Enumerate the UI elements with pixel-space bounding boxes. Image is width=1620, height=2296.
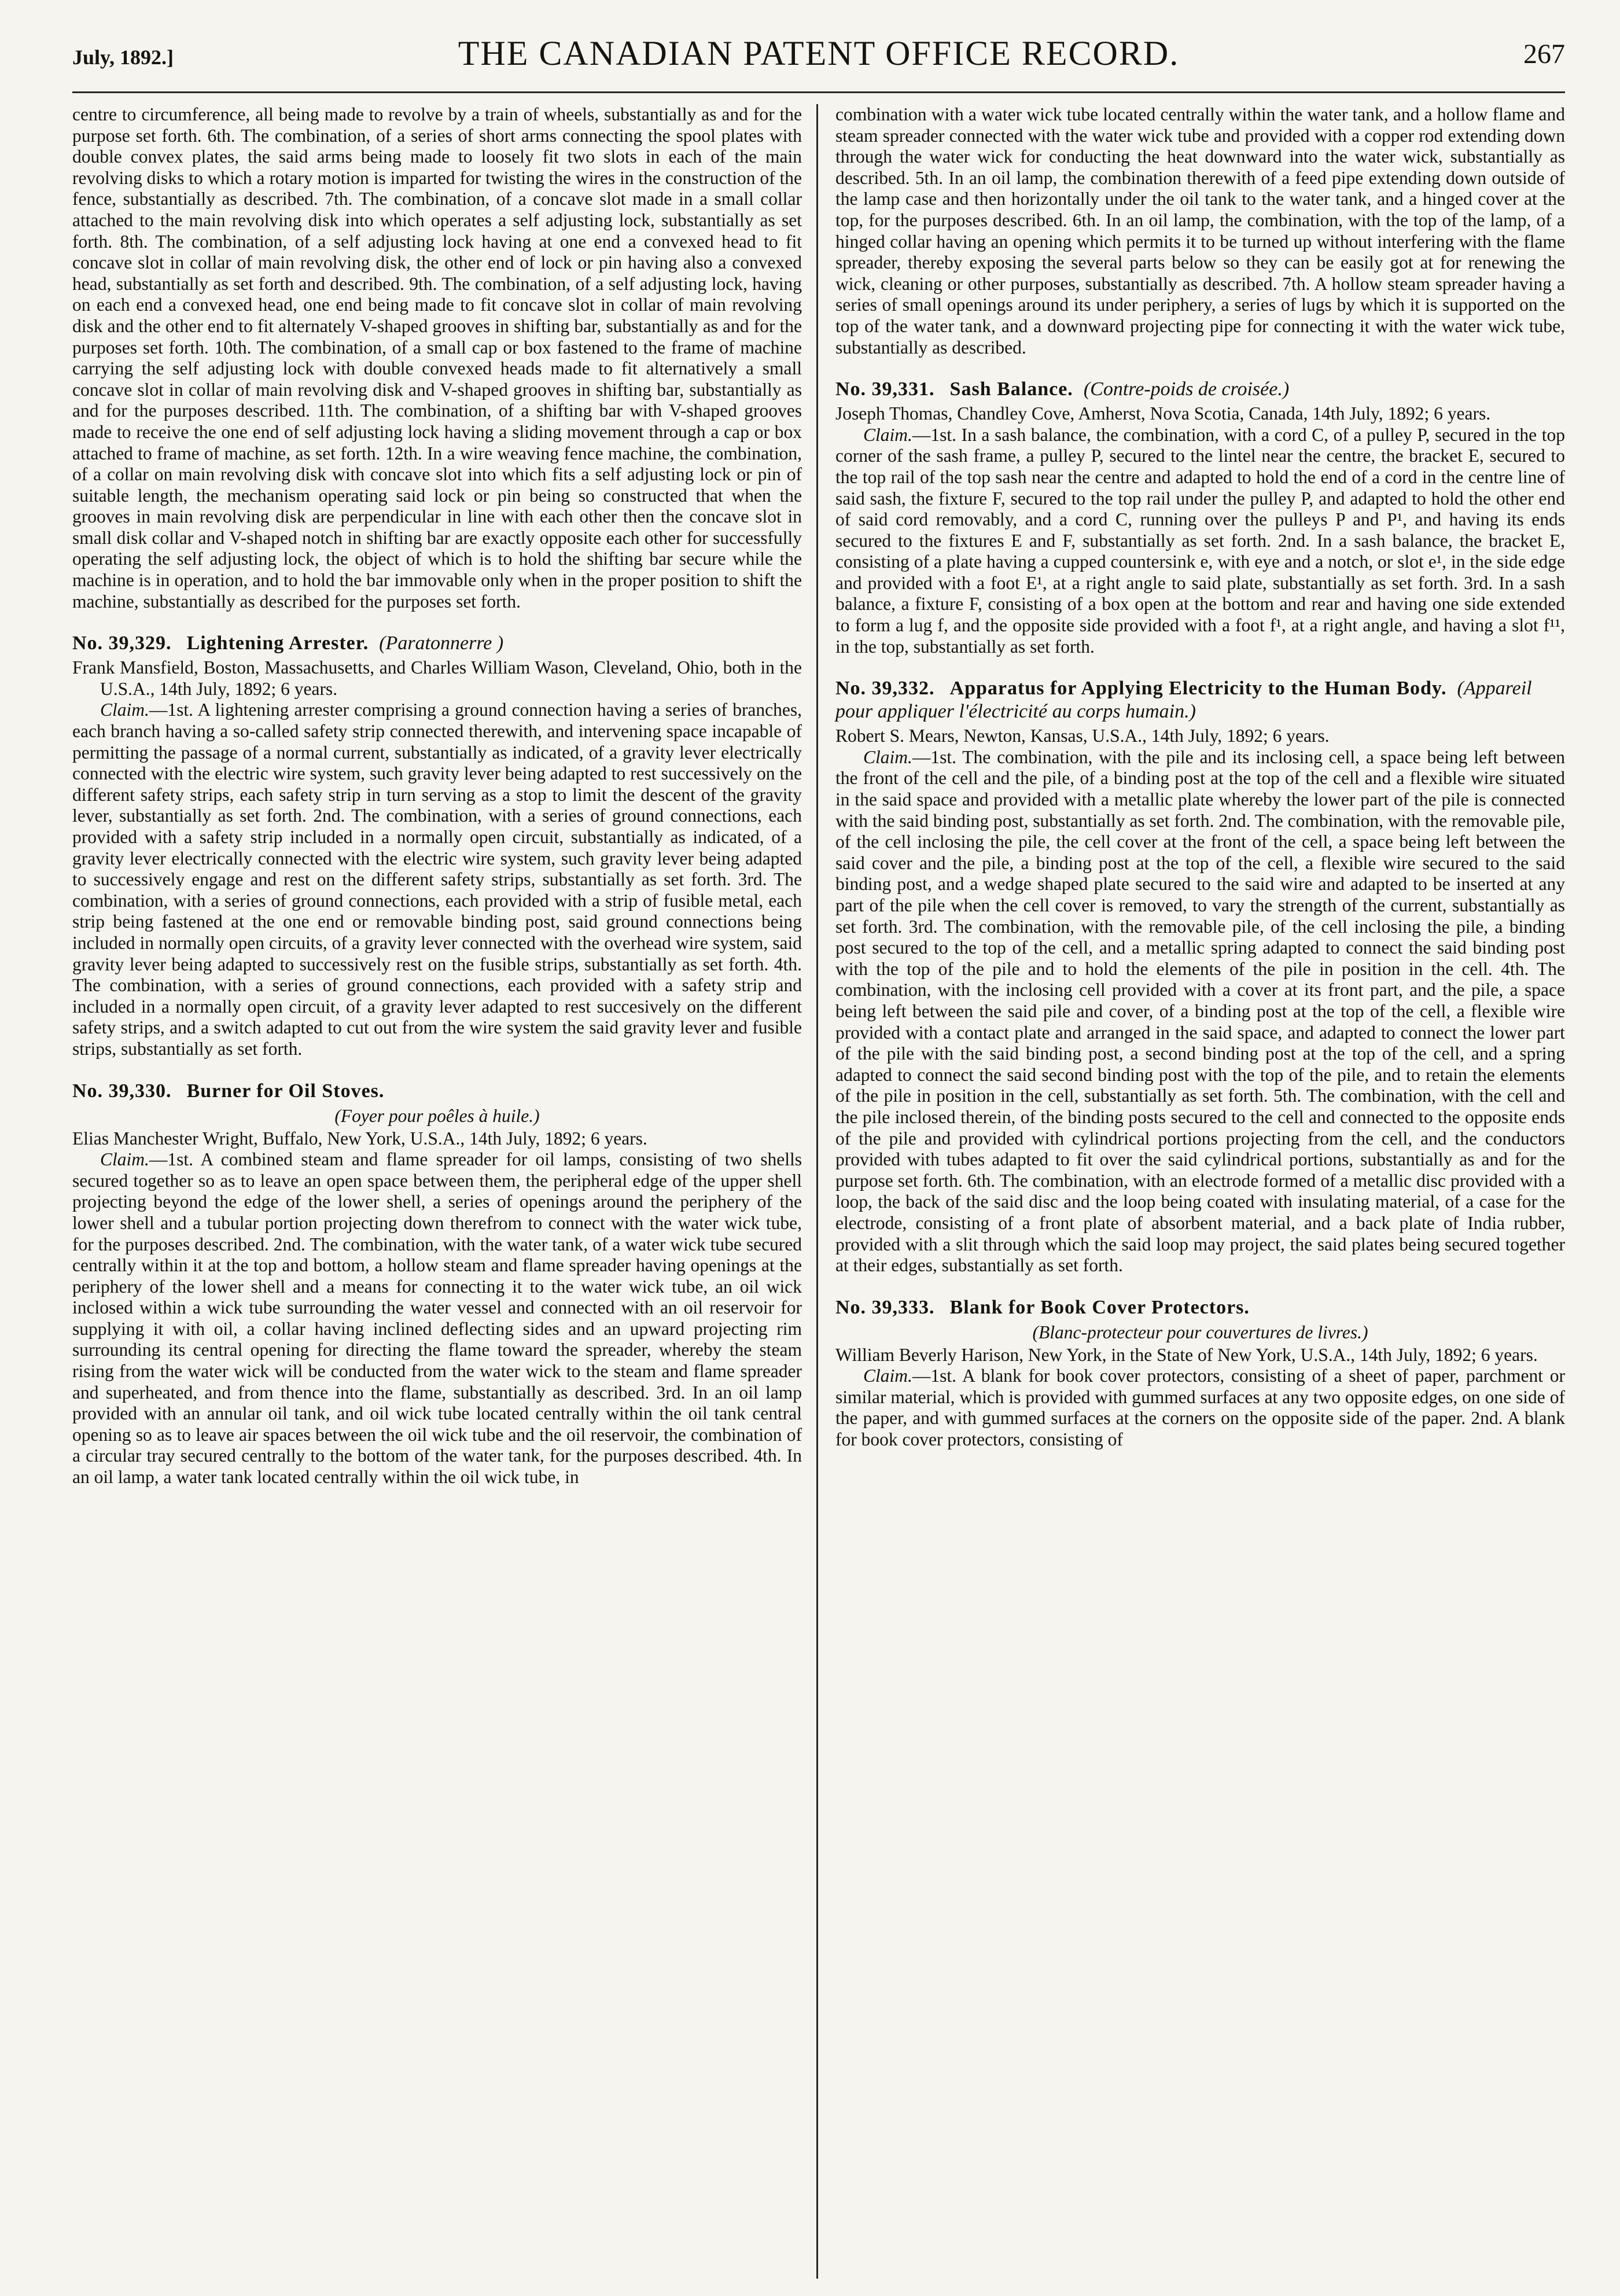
patent-entry bbox=[835, 1296, 1565, 1451]
entry-heading bbox=[835, 1296, 1565, 1319]
patent-title: Burner for Oil Stoves. bbox=[186, 1080, 385, 1102]
patent-entry bbox=[72, 1080, 802, 1488]
patent-number: No. 39,329. bbox=[72, 632, 172, 654]
continued-claims: combination with a water wick tube located centrally within the water tank, and a hollow flame and steam spreader connected with the water wick tube and provided with a copper rod extending down through the water wick for conducting the heat downward into the water wick, substantially as described. 5th. In an oil lamp, the combination therewith of a feed pipe extending down outside of the lamp case and then horizontally under the oil tank to the water tank, and a hinged cover at the top, for the purposes described. 6th. In an oil lamp, the combination, with the top of the lamp, of a hinged collar having an opening which permits it to be turned up without interfering with the flame spreader, thereby exposing the several parts below so they can be easily got at for renewing the wick, cleaning or other purposes, substantially as described. 7th. A hollow steam spreader having a series of small openings around its under periphery, a series of lugs by which it is supported on the top of the water tank, and a downward projecting pipe for connecting it with the water wick tube, substantially as described. bbox=[835, 104, 1565, 358]
claim-label: Claim. bbox=[100, 1149, 149, 1170]
patent-title: Apparatus for Applying Electricity to the Human Body. bbox=[949, 678, 1447, 700]
french-title: (Contre-poids de croisée.) bbox=[1083, 378, 1290, 400]
entry-heading bbox=[72, 1080, 802, 1103]
patent-entry bbox=[72, 632, 802, 1059]
inventor-line: Joseph Thomas, Chandley Cove, Amherst, Nova Scotia, Canada, 14th July, 1892; 6 years. bbox=[835, 403, 1491, 424]
french-title: (Foyer pour poêles à huile.) bbox=[334, 1105, 540, 1126]
french-title: (Appareil pour appliquer l'électricité au corps humain.) bbox=[835, 678, 1532, 723]
claim-text bbox=[835, 425, 1565, 658]
claim-body: —1st. The combination, with the pile and its inclosing cell, a space being left between the front of the cell and the pile, of a binding post at the top of the cell and a flexible wire situated in the said space and provided with a metallic plate whereby the lower part of the pile is connected with the said binding post, substantially as set forth. 2nd. The combination, with the removable pile, of the cell inclosing the pile, the cell cover at the front of the cell, a space being left between the said cover and the pile, a binding post at the top of the cell, a flexible wire secured to the said binding post, and a wedge shaped plate secured to the said wire and adapted to be inserted at any part of the pile when the cell cover is removed, to vary the strength of the current, substantially as set forth. 3rd. The combination, with the removable pile, of the cell inclosing the pile, a binding post secured to the top of the cell, and a metallic spring adapted to connect the said binding post with the top of the pile and to hold the elements of the pile in position in the cell. 4th. The combination, with the inclosing cell provided with a cover at its front part, and the pile, a space being left between the said pile and cover, of a binding post at the top of the cell, a flexible wire provided with a contact plate and arranged in the said space, and adapted to connect the lower part of the pile with the said binding post, a second binding post at the top of the cell, and a spring adapted to connect the said second binding post with the top of the pile, and to retain the elements of the pile in position in the cell, substantially as set forth. 5th. The combination, with the cell and the pile inclosed therein, of the binding posts secured to the cell and connected to the opposite ends of the pile and provided with cylindrical portions projecting from the cell, and the conductors provided with tubes adapted to fit over the said cylindrical portions, substantially as and for the purpose set forth. 6th. The combination, with an electrode formed of a metallic disc provided with a loop, the back of the said disc and the loop being coated with insulating material, of a case for the electrode, consisting of a front plate of absorbent material, and a back plate of India rubber, provided with a slit through which the said loop may project, the said plates being secured together at their edges, substantially as set forth. bbox=[835, 746, 1565, 1276]
issue-date: July, 1892.] bbox=[72, 46, 174, 69]
left-column bbox=[72, 104, 816, 2279]
continued-claims: centre to circumference, all being made to revolve by a train of wheels, substantially as and for the purpose set forth. 6th. The combination, of a series of short arms connecting the spool plates with double convex plates, the said arms being made to loosely fit two slots in each of the main revolving disks to which a rotary motion is imparted for twisting the wires in the construction of the fence, substantially as described. 7th. The combination, of a concave slot made in a small collar attached to the main revolving disk into which operates a self adjusting lock, substantially as set forth. 8th. The combination, of a self adjusting lock having at one end a convexed head to fit concave slot in collar of main revolving disk, the other end of lock or pin having also a convexed head, substantially as set forth and described. 9th. The combination, of a self adjusting lock, having on each end a convexed head, one end being made to fit concave slot in collar of main revolving disk and the other end to fit alternately V-shaped grooves in shifting bar, substantially as and for the purposes set forth. 10th. The combination, of a small cap or box fastened to the frame of machine carrying the self adjusting lock with double convexed heads made to fit alternatively a small concave slot in collar of main revolving disk and V-shaped grooves in shifting bar, substantially as and for the purposes described. 11th. The combination, of a shifting bar with V-shaped grooves made to receive the one end of self adjusting lock having a sliding movement through a cap or box attached to frame of machine, as set forth. 12th. In a wire weaving fence machine, the combination, of a collar on main revolving disk with concave slot into which fits a self adjusting lock or pin of suitable length, the mechanism operating said lock or pin being so constructed that when the grooves in main revolving disk are perpendicular in line with each other then the concave slot in small disk collar and V-shaped notch in shifting bar are exactly opposite each other for successfully operating the self adjusting lock, the object of which is to hold the shifting bar secure while the machine is in operation, and to hold the bar immovable only when in the proper position to shift the machine, substantially as described for the purposes set forth. bbox=[72, 104, 802, 612]
claim-text bbox=[835, 1366, 1565, 1450]
patent-number: No. 39,330. bbox=[72, 1080, 172, 1102]
claim-label: Claim. bbox=[863, 1366, 912, 1386]
page-header bbox=[72, 28, 1565, 93]
patent-title: Blank for Book Cover Protectors. bbox=[949, 1296, 1250, 1318]
claim-text bbox=[72, 1149, 802, 1488]
entry-heading bbox=[72, 632, 802, 655]
entry-heading bbox=[835, 677, 1565, 723]
patent-title: Sash Balance. bbox=[949, 378, 1073, 400]
patent-entry bbox=[835, 677, 1565, 1276]
inventor-line: Elias Manchester Wright, Buffalo, New York, U.S.A., 14th July, 1892; 6 years. bbox=[72, 1128, 647, 1149]
patent-title: Lightening Arrester. bbox=[186, 632, 369, 654]
publication-title: THE CANADIAN PATENT OFFICE RECORD. bbox=[458, 34, 1180, 72]
claim-text bbox=[72, 700, 802, 1059]
two-column-body bbox=[72, 104, 1565, 2279]
french-title: (Blanc-protecteur pour couvertures de livres.) bbox=[1032, 1322, 1368, 1342]
claim-body: —1st. In a sash balance, the combination, with a cord C, of a pulley P, secured in the top corner of the sash frame, a pulley P, secured to the lintel near the centre, the bracket E, secured to the top rail of the top sash near the centre and adapted to hold the end of a cord in the centre line of said sash, the fixture F, secured to the top rail under the pulley P, and adapted to hold the other end of said cord removably, and a cord C, running over the pulleys P and P¹, and having its ends secured to the fixtures E and F, substantially as set forth. 2nd. In a sash balance, the bracket E, consisting of a plate having a cupped countersink e, with eye and a notch, or slot e¹, in the side edge and provided with a foot E¹, at a right angle to said plate, substantially as set forth. 3rd. In a sash balance, a fixture F, consisting of a box open at the bottom and rear and having one side extended to form a lug f, and the opposite side provided with a foot f¹, at a right angle, and having a slot f¹¹, in the top, substantially as set forth. bbox=[835, 424, 1565, 657]
claim-label: Claim. bbox=[100, 700, 149, 720]
patent-entry bbox=[835, 378, 1565, 657]
claim-text bbox=[835, 747, 1565, 1276]
patent-number: No. 39,331. bbox=[835, 378, 935, 400]
inventor-line: Frank Mansfield, Boston, Massachusetts, and Charles William Wason, Cleveland, Ohio, both in the U.S.A., 14th July, 1892; 6 years. bbox=[72, 657, 802, 699]
inventor-line: William Beverly Harison, New York, in the State of New York, U.S.A., 14th July, 1892; 6 years. bbox=[835, 1344, 1538, 1365]
claim-label: Claim. bbox=[863, 424, 912, 445]
claim-label: Claim. bbox=[863, 746, 912, 767]
claim-body: —1st. A lightening arrester comprising a ground connection having a series of branches, each branch having a so-called safety strip connected therewith, and intervening space incapable of permitting the passage of a normal current, substantially as indicated, of a gravity lever electrically connected with the electric wire system, such gravity lever being adapted to rest successively on the different safety strips, each safety strip in turn serving as a stop to limit the descent of the gravity lever, substantially as set forth. 2nd. The combination, with a series of ground connections, each provided with a safety strip included in a normally open circuit, substantially as indicated, of a gravity lever electrically connected with the electric wire system, such gravity lever being adapted to successively engage and rest on the different safety strips, substantially as set forth. 3rd. The combination, with a series of ground connections, each provided with a strip of fusible metal, each strip being fastened at the one end or removable binding post, said ground connections being included in normally open circuits, of a gravity lever connected with the overhead wire system, said gravity lever being adapted to successively rest on the fusible strips, substantially as set forth. 4th. The combination, with a series of ground connections, each provided with a safety strip and included in a normally open circuit, of a gravity lever adapted to rest succesively on the different safety strips, and a switch adapted to cut out from the wire system the said gravity lever and fusible strips, substantially as set forth. bbox=[72, 700, 802, 1059]
entry-heading bbox=[835, 378, 1565, 401]
patent-number: No. 39,332. bbox=[835, 678, 935, 700]
claim-body: —1st. A blank for book cover protectors, consisting of a sheet of paper, parchment or similar material, which is provided with gummed surfaces at any two opposite edges, on one side of the paper, and with gummed surfaces at the corners on the opposite side of the paper. 2nd. A blank for book cover protectors, consisting of bbox=[835, 1366, 1565, 1450]
page-number: 267 bbox=[1523, 39, 1565, 69]
inventor-line: Robert S. Mears, Newton, Kansas, U.S.A., 14th July, 1892; 6 years. bbox=[835, 726, 1330, 746]
patent-number: No. 39,333. bbox=[835, 1296, 935, 1318]
claim-body: —1st. A combined steam and flame spreader for oil lamps, consisting of two shells secured together so as to leave an open space between them, the peripheral edge of the upper shell projecting beyond the edge of the lower shell, a series of openings around the periphery of the lower shell and a tubular portion projecting down therefrom to connect with the water wick tube, for the purposes described. 2nd. The combination, with the water tank, of a water wick tube secured centrally within it at the top and bottom, a hollow steam and flame spreader having openings at the periphery of the lower shell and a means for connecting it to the water wick tube, an oil wick inclosed within a wick tube surrounding the water vessel and connected with an oil reservoir for supplying it with oil, a collar having inclined deflecting sides and an upward projecting rim surrounding its central opening for directing the flame toward the spreader, whereby the steam rising from the water wick will be conducted from the water wick to the steam and flame spreader and superheated, and from thence into the flame, substantially as described. 3rd. In an oil lamp provided with an annular oil tank, and oil wick tube located centrally within the oil tank central opening so as to leave air spaces between the oil wick tube and the oil reservoir, the combination of a circular tray secured centrally to the bottom of the water tank, for the purposes described. 4th. In an oil lamp, a water tank located centrally within the oil wick tube, in bbox=[72, 1149, 802, 1488]
right-column bbox=[818, 104, 1565, 2279]
french-title: (Paratonnerre ) bbox=[379, 632, 504, 654]
